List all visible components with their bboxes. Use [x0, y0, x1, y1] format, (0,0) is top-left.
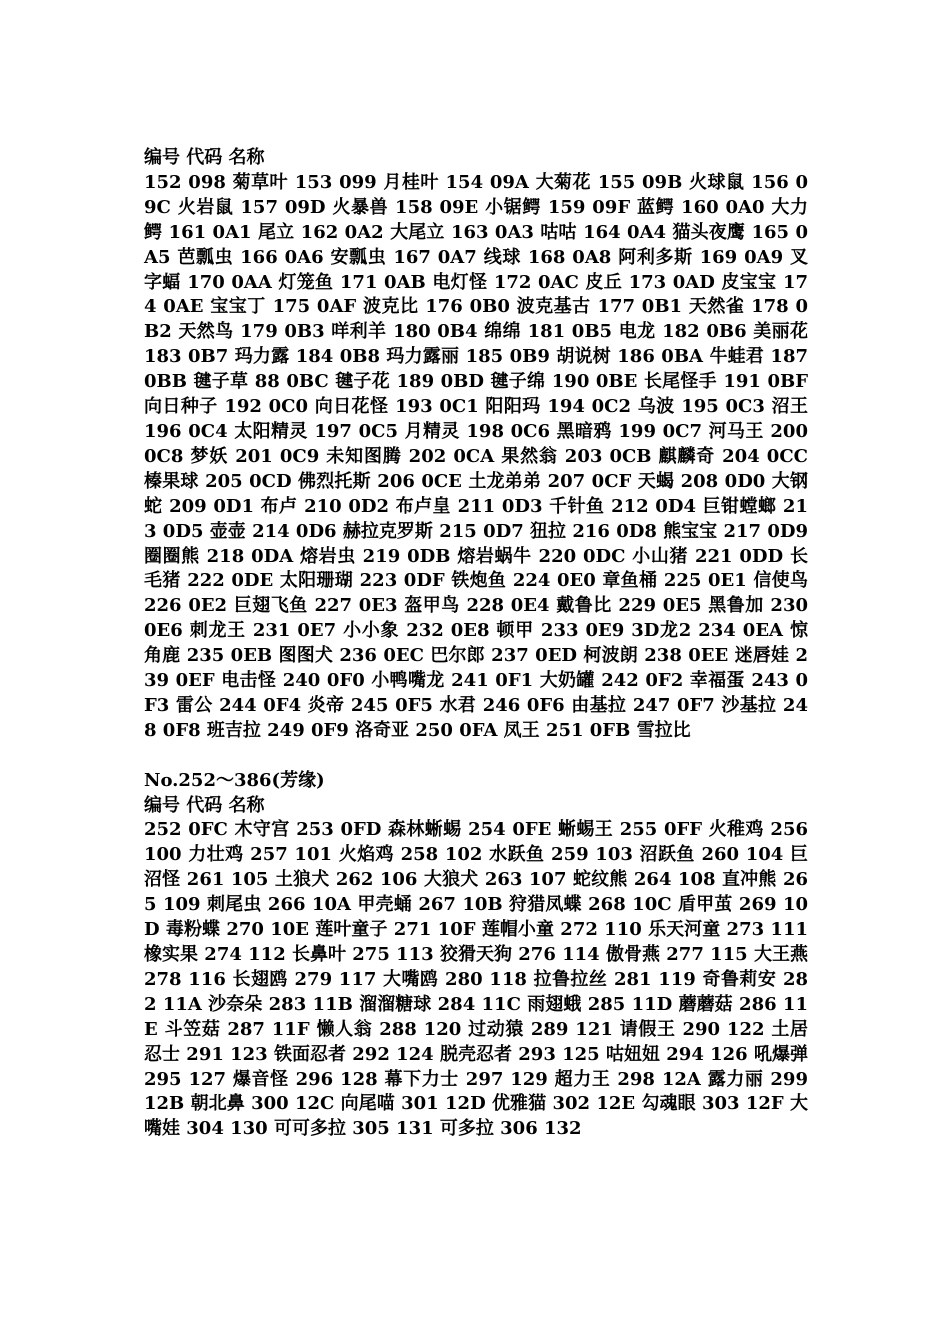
- section2-header: 编号 代码 名称: [144, 794, 265, 816]
- section1-pokemon-list: 152 098 菊草叶 153 099 月桂叶 154 09A 大菊花 155 09B 火球鼠 156 09C 火岩鼠 157 09D 火暴兽 158 09E 小锯鳄 159 09F 蓝鳄 160 0A0 大力鳄 161 0A1 尾立 162 0A2 大尾立 163 0A3 咕咕 164 0A4 猫头夜鹰 165 0A5 芭瓢虫 166 0A6 安瓢虫 167 0A7 线球 168 0A8 阿利多斯 169 0A9 叉字蝠 170 0AA 灯笼鱼 171 0AB 电灯怪 172 0AC 皮丘 173 0AD 皮宝宝 174 0AE 宝宝丁 175 0AF 波克比 176 0B0 波克基古 177 0B1 天然雀 178 0B2 天然鸟 179 0B3 咩利羊 180 0B4 绵绵 181 0B5 电龙 182 0B6 美丽花 183 0B7 玛力露 184 0B8 玛力露丽 185 0B9 胡说树 186 0BA 牛蛙君 187 0BB 毽子草 88 0BC 毽子花 189 0BD 毽子绵 190 0BE 长尾怪手 191 0BF 向日种子 192 0C0 向日花怪 193 0C1 阳阳玛 194 0C2 乌波 195 0C3 沼王 196 0C4 太阳精灵 197 0C5 月精灵 198 0C6 黑暗鸦 199 0C7 河马王 200 0C8 梦妖 201 0C9 未知图腾 202 0CA 果然翁 203 0CB 麒麟奇 204 0CC 榛果球 205 0CD 佛烈托斯 206 0CE 土龙弟弟 207 0CF 天蝎 208 0D0 大钢蛇 209 0D1 布卢 210 0D2 布卢皇 211 0D3 千针鱼 212 0D4 巨钳螳螂 213 0D5 壶壶 214 0D6 赫拉克罗斯 215 0D7 狃拉 216 0D8 熊宝宝 217 0D9 圈圈熊 218 0DA 熔岩虫 219 0DB 熔岩蜗牛 220 0DC 小山猪 221 0DD 长毛猪 222 0DE 太阳珊瑚 223 0DF 铁炮鱼 224 0E0 章鱼桶 225 0E1 信使鸟 226 0E2 巨翅飞鱼 227 0E3 盔甲鸟 228 0E4 戴鲁比 229 0E5 黑鲁加 230 0E6 刺龙王 231 0E7 小小象 232 0E8 顿甲 233 0E9 3D龙2 234 0EA 惊角鹿 235 0EB 图图犬 236 0EC 巴尔郎 237 0ED 柯波朗 238 0EE 迷唇娃 239 0EF 电击怪 240 0F0 小鸭嘴龙 241 0F1 大奶罐 242 0F2 幸福蛋 243 0F3 雷公 244 0F4 炎帝 245 0F5 水君 246 0F6 由基拉 247 0F7 沙基拉 248 0F8 班吉拉 249 0F9 洛奇亚 250 0FA 凤王 251 0FB 雪拉比: [144, 171, 808, 741]
- paragraph-gap: [144, 744, 808, 769]
- section1-header: 编号 代码 名称: [144, 147, 265, 168]
- section2-pokemon-list: 252 0FC 木守宫 253 0FD 森林蜥蜴 254 0FE 蜥蜴王 255 0FF 火稚鸡 256 100 力壮鸡 257 101 火焰鸡 258 102 水跃鱼 259 103 沼跃鱼 260 104 巨沼怪 261 105 土狼犬 262 106 大狼犬 263 107 蛇纹熊 264 108 直冲熊 265 109 刺尾虫 266 10A 甲壳蛹 267 10B 狩猎凤蝶 268 10C 盾甲茧 269 10D 毒粉蝶 270 10E 莲叶童子 271 10F 莲帽小童 272 110 乐天河童 273 111 橡实果 274 112 长鼻叶 275 113 狡猾天狗 276 114 傲骨燕 277 115 大王燕 278 116 长翅鸥 279 117 大嘴鸥 280 118 拉鲁拉丝 281 119 奇鲁莉安 282 11A 沙奈朵 283 11B 溜溜糖球 284 11C 雨翅蛾 285 11D 蘑蘑菇 286 11E 斗笠菇 287 11F 懒人翁 288 120 过动猿 289 121 请假王 290 122 土居忍士 291 123 铁面忍者 292 124 脱壳忍者 293 125 咕妞妞 294 126 吼爆弹 295 127 爆音怪 296 128 幕下力士 297 129 超力王 298 12A 露力丽 299 12B 朝北鼻 300 12C 向尾喵 301 12D 优雅猫 302 12E 勾魂眼 303 12F 大嘴娃 304 130 可可多拉 305 131 可多拉 306 132: [144, 819, 808, 1140]
- document-page: [144, 146, 808, 1142]
- section2-title: No.252～386(芳缘): [144, 769, 325, 791]
